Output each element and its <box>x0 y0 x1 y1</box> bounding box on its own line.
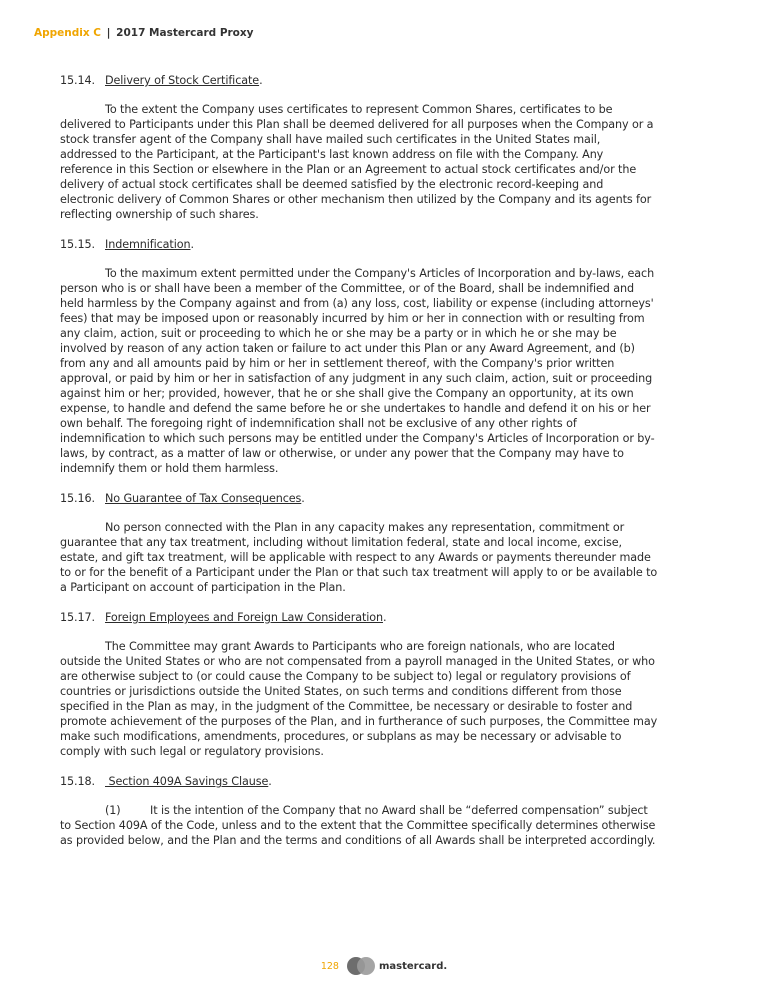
section-paragraph: To the extent the Company uses certificates to represent Common Shares, certificates to be delivered to Participants under this Plan shall be deemed delivered for all purposes when the Company or a stock transfer agent of the Company shall have mailed such certificates in the United States mail, addressed to the Participant, at the Participant's last known address on file with the Company. Any reference in this Section or elsewhere in the Plan or an Agreement to actual stock certificates and/or the delivery of actual stock certificates shall be deemed satisfied by the electronic record-keeping and electronic delivery of Common Shares or other mechanism then utilized by the Company and its agents for reflecting ownership of such shares. <box>60 103 654 221</box>
section-heading-15-14: 15.14. Delivery of Stock Certificate. <box>60 74 263 87</box>
section-number: 15.17. <box>60 611 95 624</box>
section-title: Section 409A Savings Clause <box>105 775 269 788</box>
paragraph-text: It is the intention of the Company that no Award shall be “deferred compensation” subject to Section 409A of the Code, unless and to the extent that the Committee specifically determines otherwise as provided below, and the Plan and the terms and conditions of all Awards shall be interpreted accordingly. <box>60 804 656 847</box>
section-heading-15-16: 15.16. No Guarantee of Tax Consequences. <box>60 492 305 505</box>
section-title: Delivery of Stock Certificate <box>105 74 260 87</box>
section-heading-15-17: 15.17. Foreign Employees and Foreign Law Consideration. <box>60 611 387 624</box>
header-appendix: Appendix C <box>34 27 102 39</box>
section-title: Indemnification <box>105 238 191 251</box>
page-header <box>34 27 254 39</box>
mastercard-circles-icon <box>347 957 375 975</box>
section-number: 15.14. <box>60 74 95 87</box>
section-paragraph: No person connected with the Plan in any capacity makes any representation, commitment or guarantee that any tax treatment, including without limitation federal, state and local income, excise, estate, and gift tax treatment, will be applicable with respect to any Awards or payments thereunder made to or for the benefit of a Participant under the Plan or that such tax treatment will apply to or be available to a Participant on account of participation in the Plan. <box>60 521 658 594</box>
page-number: 128 <box>320 960 339 972</box>
section-title: No Guarantee of Tax Consequences <box>105 492 302 505</box>
document-body <box>60 73 658 863</box>
section-paragraph: To the maximum extent permitted under the Company's Articles of Incorporation and by-laws, each person who is or shall have been a member of the Committee, or of the Board, shall be indemnified and held harmless by the Company against and from (a) any loss, cost, liability or expense (including attorneys' fees) that may be imposed upon or reasonably incurred by him or her in connection with or resulting from any claim, action, suit or proceeding to which he or she may be a party or in which he or she may be involved by reason of any action taken or failure to act under this Plan or any Award Agreement, and (b) from any and all amounts paid by him or her in settlement thereof, with the Company's prior written approval, or paid by him or her in satisfaction of any judgment in any such claim, action, suit or proceeding against him or her; provided, however, that he or she shall give the Company an opportunity, at its own expense, to handle and defend the same before he or she undertakes to handle and defend it on his or her own behalf. The foregoing right of indemnification shall not be exclusive of any other rights of indemnification to which such persons may be entitled under the Company's Articles of Incorporation or by-laws, by contract, as a matter of law or otherwise, or under any power that the Company may have to indemnify them or hold them harmless. <box>60 267 655 475</box>
page-footer <box>0 956 768 976</box>
paragraph-marker: (1) <box>105 804 121 817</box>
section-heading-15-15: 15.15. Indemnification. <box>60 238 194 251</box>
section-paragraph: The Committee may grant Awards to Participants who are foreign nationals, who are located outside the United States or who are not compensated from a payroll managed in the United States, or who are otherwise subject to (or could cause the Company to be subject to) legal or regulatory provisions of countries or jurisdictions outside the United States, on such terms and conditions different from those specified in the Plan as may, in the judgment of the Committee, be necessary or desirable to foster and promote achievement of the purposes of the Plan, and in furtherance of such purposes, the Committee may make such modifications, amendments, procedures, or subplans as may be necessary or advisable to comply with such legal or regulatory provisions. <box>60 640 658 758</box>
header-separator: | <box>106 27 111 39</box>
section-title: Foreign Employees and Foreign Law Consideration <box>105 611 383 624</box>
section-number: 15.16. <box>60 492 95 505</box>
section-number: 15.15. <box>60 238 95 251</box>
section-number: 15.18. <box>60 775 95 788</box>
header-title: 2017 Mastercard Proxy <box>116 27 254 39</box>
mastercard-logo <box>347 957 447 975</box>
section-heading-15-18: 15.18. Section 409A Savings Clause. <box>60 775 272 788</box>
logo-wordmark: mastercard. <box>378 960 448 972</box>
section-paragraph <box>60 803 658 848</box>
